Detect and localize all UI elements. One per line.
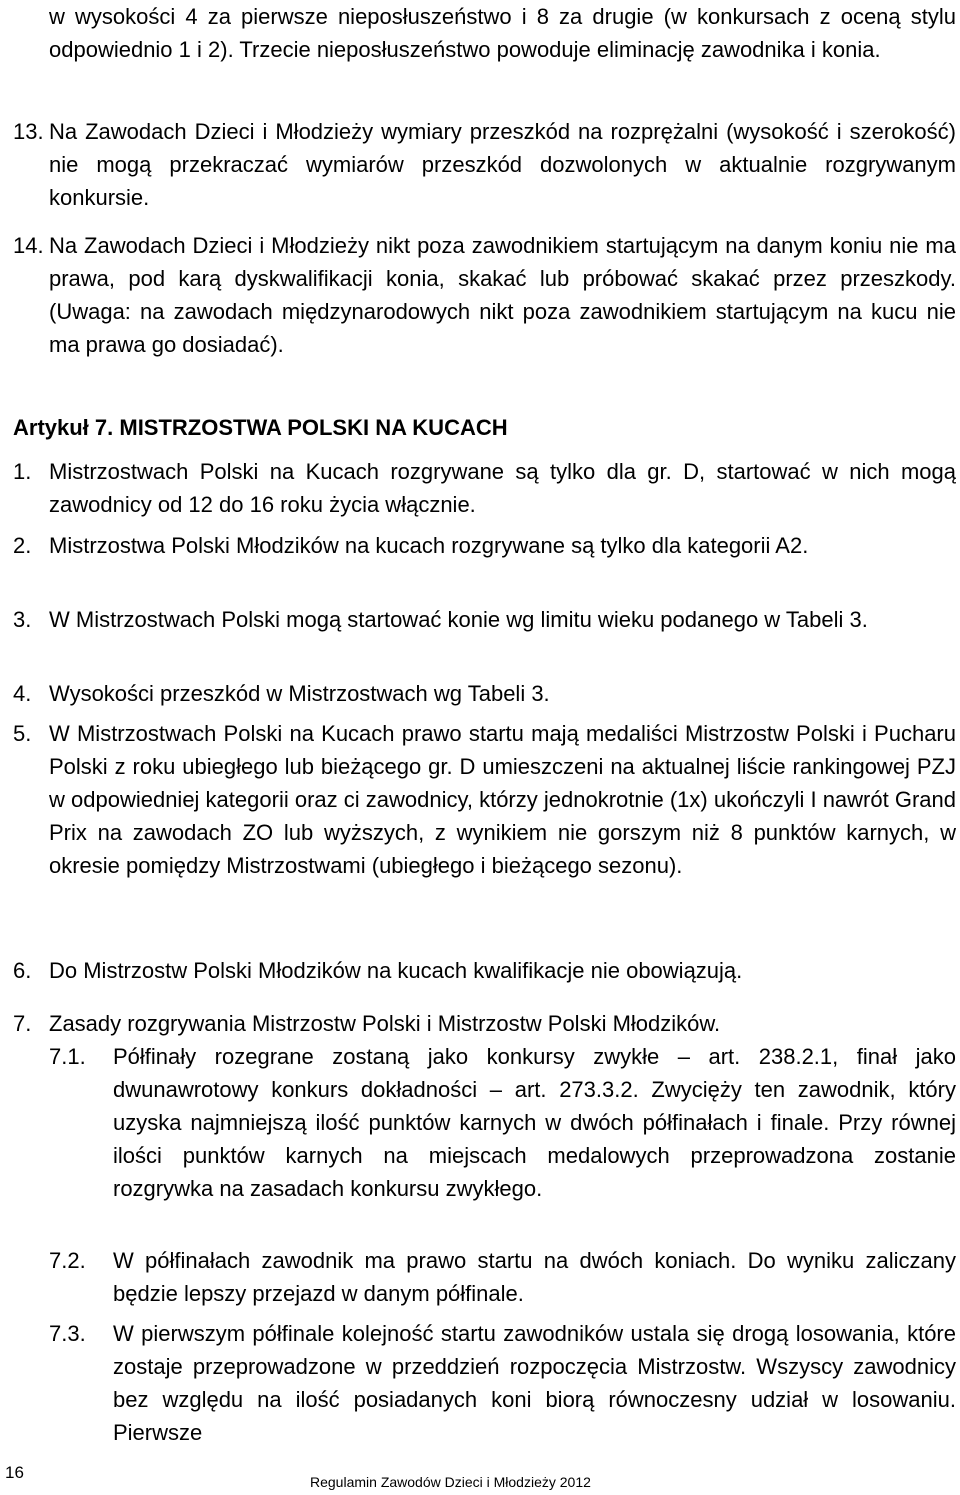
article-item-3-text: W Mistrzostwach Polski mogą startować konie wg limitu wieku podanego w Tabeli 3.	[49, 607, 868, 632]
sub-item-7-1-number: 7.1.	[49, 1044, 86, 1069]
article-item-1-text: Mistrzostwach Polski na Kucach rozgrywane są tylko dla gr. D, startować w nich mogą zawodnicy od 12 do 16 roku życia włącznie.	[49, 459, 956, 517]
article-item-5-number: 5.	[13, 721, 32, 746]
article-item-4-number: 4.	[13, 681, 32, 706]
item-14-text: Na Zawodach Dzieci i Młodzieży nikt poza zawodnikiem startującym na danym koniu nie ma prawa, pod karą dyskwalifikacji konia, skakać lub próbować skakać przez przeszkody. (Uwaga: na zawodach międzynarodowych nikt poza zawodnikiem startującym na kucu nie ma prawa go dosiadać).	[49, 233, 956, 357]
article-item-5-text: W Mistrzostwach Polski na Kucach prawo startu mają medaliści Mistrzostw Polski i Pucharu Polski z roku ubiegłego lub bieżącego gr. D umieszczeni na aktualnej liście rankingowej PZJ w odpowiedniej kategorii oraz ci zawodnicy, którzy jednokrotnie (1x) ukończyli I nawrót Grand Prix na zawodach ZO lub wyższych, z wynikiem nie gorszym niż 8 punktów karnych, w okresie pomiędzy Mistrzostwami (ubiegłego i bieżącego sezonu).	[49, 721, 956, 878]
item-14-number: 14.	[13, 233, 44, 258]
article-item-2-number: 2.	[13, 533, 32, 558]
sub-item-7-2-number: 7.2.	[49, 1248, 86, 1273]
item-13-number: 13.	[13, 119, 44, 144]
article-item-6-number: 6.	[13, 958, 32, 983]
sub-item-7-1-text: Półfinały rozegrane zostaną jako konkursy zwykłe – art. 238.2.1, finał jako dwunawrotowy konkurs dokładności – art. 273.3.2. Zwycięży ten zawodnik, który uzyska najmniejszą ilość punktów karnych w dwóch półfinałach i finale. Przy równej ilości punktów karnych na miejscach medalowych przeprowadzona zostanie rozgrywka na zasadach konkursu zwykłego.	[113, 1044, 956, 1201]
article-item-6-text: Do Mistrzostw Polski Młodzików na kucach kwalifikacje nie obowiązują.	[49, 958, 743, 983]
article-item-4-text: Wysokości przeszkód w Mistrzostwach wg Tabeli 3.	[49, 681, 550, 706]
footer-page-number: 16	[5, 1463, 24, 1482]
article-item-2-text: Mistrzostwa Polski Młodzików na kucach rozgrywane są tylko dla kategorii A2.	[49, 533, 809, 558]
sub-item-7-3-number: 7.3.	[49, 1321, 86, 1346]
sub-item-7-2-text: W półfinałach zawodnik ma prawo startu na dwóch koniach. Do wyniku zaliczany będzie lepszy przejazd w danym półfinale.	[113, 1248, 956, 1306]
sub-item-7-3-text: W pierwszym półfinale kolejność startu zawodników ustala się drogą losowania, które zostaje przeprowadzone w przeddzień rozpoczęcia Mistrzostw. Wszyscy zawodnicy bez względu na ilość posiadanych koni biorą równoczesny udział w losowaniu. Pierwsze	[113, 1321, 956, 1445]
item-13-text: Na Zawodach Dzieci i Młodzieży wymiary przeszkód na rozprężalni (wysokość i szerokość) nie mogą przekraczać wymiarów przeszkód dozwolonych w aktualnie rozgrywanym konkursie.	[49, 119, 956, 210]
article-heading: Artykuł 7. MISTRZOSTWA POLSKI NA KUCACH	[13, 415, 508, 440]
footer-document-title: Regulamin Zawodów Dzieci i Młodzieży 2012	[310, 1474, 591, 1490]
article-item-1-number: 1.	[13, 459, 32, 484]
article-item-3-number: 3.	[13, 607, 32, 632]
article-item-7-number: 7.	[13, 1011, 32, 1036]
continuation-paragraph: w wysokości 4 za pierwsze nieposłuszeństwo i 8 za drugie (w konkursach z oceną stylu odpowiednio 1 i 2). Trzecie nieposłuszeństwo powoduje eliminację zawodnika i konia.	[49, 4, 956, 62]
article-item-7-text: Zasady rozgrywania Mistrzostw Polski i Mistrzostw Polski Młodzików.	[49, 1011, 721, 1036]
